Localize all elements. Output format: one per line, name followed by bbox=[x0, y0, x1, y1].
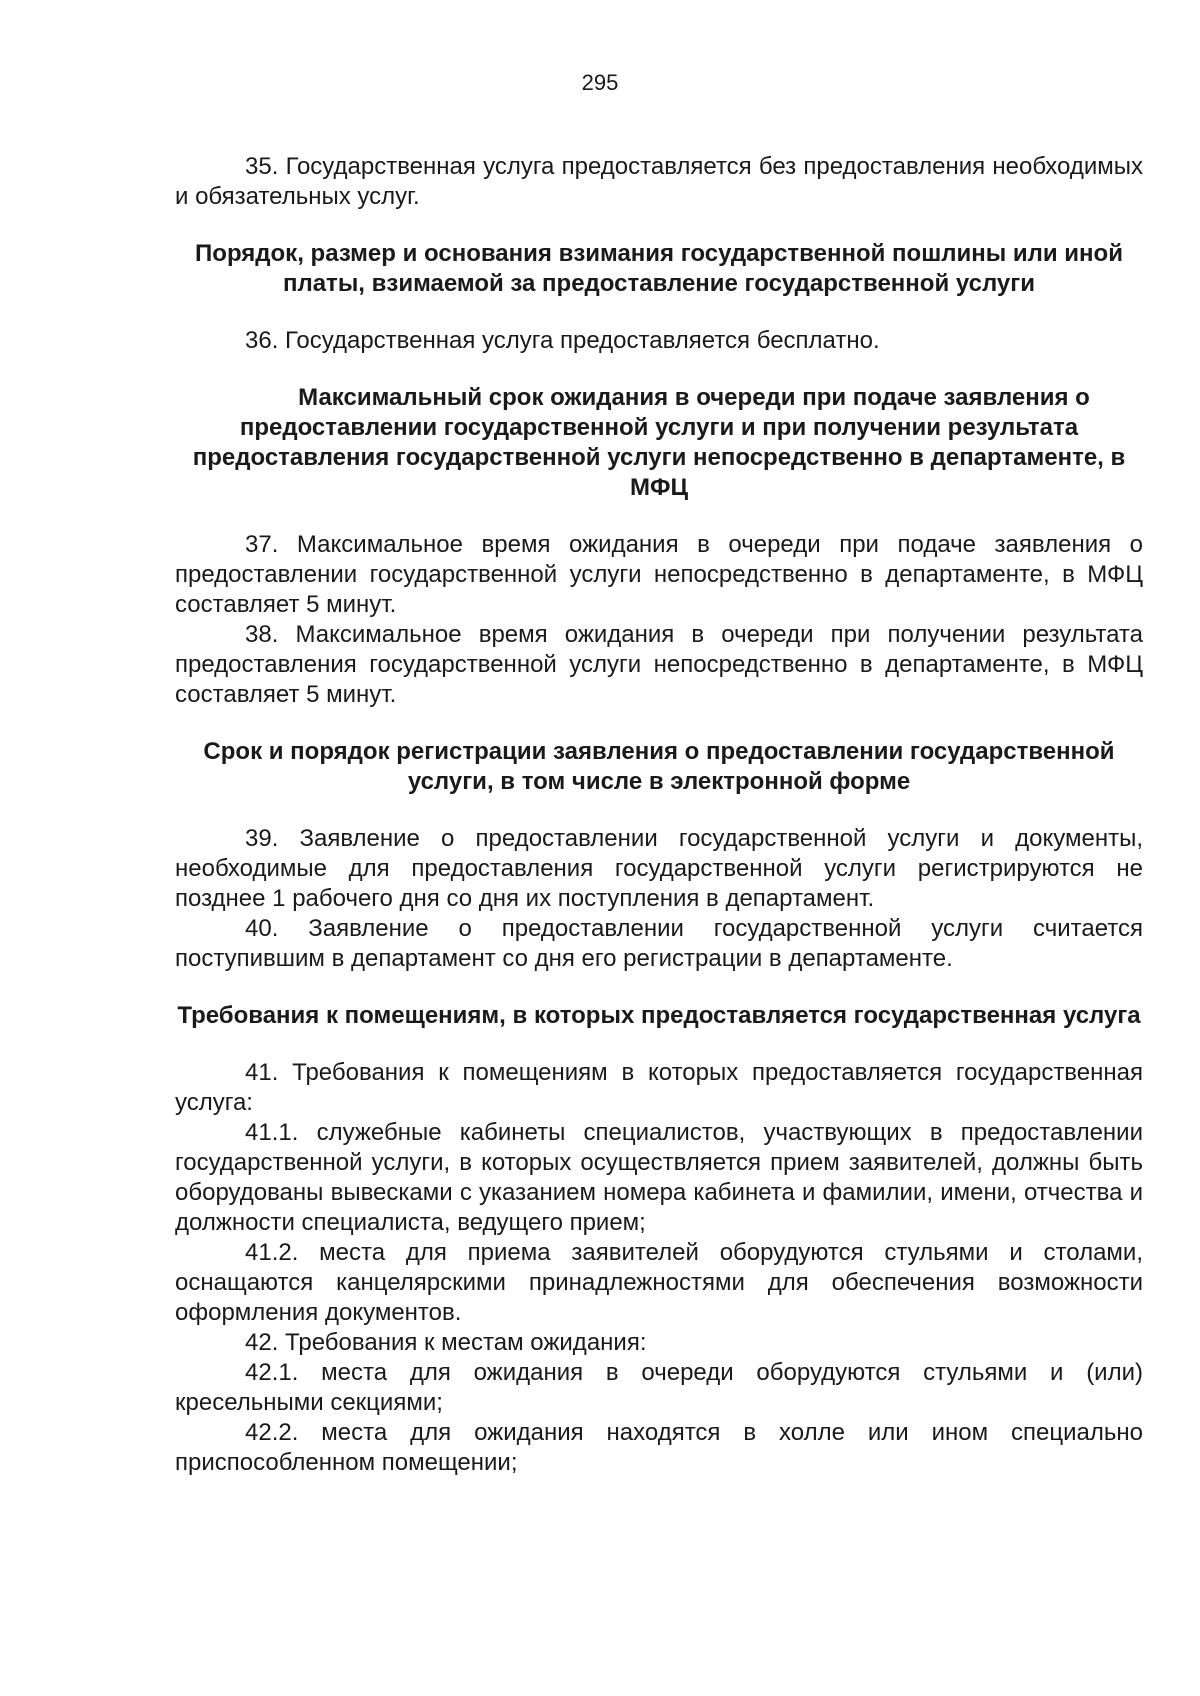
paragraph-39: 39. Заявление о предоставлении государственной услуги и документы, необходимые для предоставления государственной услуги регистрируются не позднее 1 рабочего дня со дня их поступления в департамент. bbox=[175, 825, 1143, 912]
heading-fee: Порядок, размер и основания взимания государственной пошлины или иной платы, взимаемой за предоставление государственной услуги bbox=[195, 240, 1123, 297]
paragraph-41-1: 41.1. служебные кабинеты специалистов, участвующих в предоставлении государственной услуги, в которых осуществляется прием заявителей, должны быть оборудованы вывесками с указанием номера кабинета и фамилии, имени, отчества и должности специалиста, ведущего прием; bbox=[175, 1119, 1143, 1236]
paragraph-42-2: 42.2. места для ожидания находятся в холле или ином специально приспособленном помещении; bbox=[175, 1419, 1143, 1476]
paragraph-38: 38. Максимальное время ожидания в очереди при получении результата предоставления государственной услуги непосредственно в департаменте, в МФЦ составляет 5 минут. bbox=[175, 621, 1143, 708]
document-body bbox=[175, 152, 1143, 1478]
paragraph-40: 40. Заявление о предоставлении государственной услуги считается поступившим в департамент со дня его регистрации в департаменте. bbox=[175, 915, 1143, 972]
paragraph-37: 37. Максимальное время ожидания в очереди при подаче заявления о предоставлении государственной услуги непосредственно в департаменте, в МФЦ составляет 5 минут. bbox=[175, 531, 1143, 618]
heading-premises: Требования к помещениям, в которых предоставляется государственная услуга bbox=[177, 1002, 1141, 1029]
heading-waiting-time: Максимальный срок ожидания в очереди при подаче заявления о предоставлении государственной услуги и при получении результата предоставления государственной услуги непосредственно в департаменте, в МФЦ bbox=[192, 384, 1126, 501]
paragraph-41-2: 41.2. места для приема заявителей оборудуются стульями и столами, оснащаются канцелярскими принадлежностями для обеспечения возможности оформления документов. bbox=[175, 1239, 1143, 1326]
paragraph-41: 41. Требования к помещениям в которых предоставляется государственная услуга: bbox=[175, 1059, 1143, 1116]
heading-registration: Срок и порядок регистрации заявления о предоставлении государственной услуги, в том числе в электронной форме bbox=[203, 738, 1115, 795]
paragraph-42: 42. Требования к местам ожидания: bbox=[245, 1329, 647, 1356]
paragraph-36: 36. Государственная услуга предоставляется бесплатно. bbox=[245, 327, 880, 354]
paragraph-42-1: 42.1. места для ожидания в очереди оборудуются стульями и (или) кресельными секциями; bbox=[175, 1359, 1143, 1416]
page-number: 295 bbox=[581, 70, 619, 95]
paragraph-35: 35. Государственная услуга предоставляется без предоставления необходимых и обязательных услуг. bbox=[175, 153, 1143, 210]
